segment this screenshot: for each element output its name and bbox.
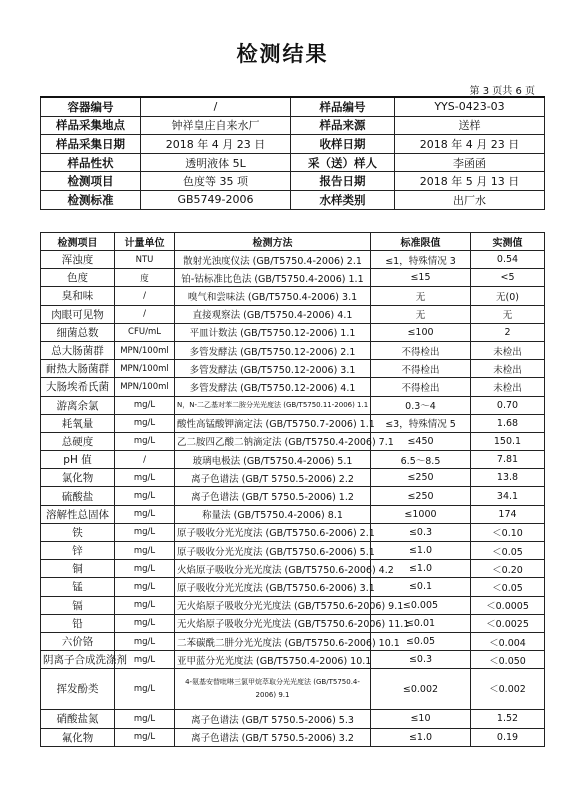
result-row: [41, 651, 545, 669]
result-value: ＜0.05: [471, 578, 545, 596]
result-unit: /: [115, 305, 175, 323]
result-value: ＜0.004: [471, 632, 545, 650]
result-row: [41, 341, 545, 359]
result-row: [41, 287, 545, 305]
info-value: 2018 年 4 月 23 日: [141, 135, 291, 154]
result-item: 游离余氯: [41, 396, 115, 414]
info-row: [41, 135, 545, 154]
info-value: 2018 年 5 月 13 日: [395, 172, 545, 191]
result-limit: 6.5～8.5: [371, 451, 471, 469]
result-item: 耗氧量: [41, 414, 115, 432]
result-limit: ≤0.01: [371, 614, 471, 632]
info-value: 李函函: [395, 153, 545, 172]
result-method: 原子吸收分光光度法 (GB/T5750.6-2006) 3.1: [175, 578, 371, 596]
result-limit: ≤10: [371, 710, 471, 728]
result-item: 挥发酚类: [41, 669, 115, 710]
result-limit: ≤0.3: [371, 651, 471, 669]
result-limit: ≤3，特殊情况 5: [371, 414, 471, 432]
result-item: 大肠埃希氏菌: [41, 378, 115, 396]
header-method: 检测方法: [175, 233, 371, 251]
info-label: 检测标准: [41, 190, 141, 209]
result-limit: ≤450: [371, 432, 471, 450]
result-value: 1.52: [471, 710, 545, 728]
result-method: 散射光浊度仪法 (GB/T5750.4-2006) 2.1: [175, 251, 371, 269]
result-item: 耐热大肠菌群: [41, 360, 115, 378]
result-row: [41, 578, 545, 596]
result-item: pH 值: [41, 451, 115, 469]
info-row: [41, 97, 545, 116]
result-row: [41, 728, 545, 746]
result-item: 铜: [41, 560, 115, 578]
info-value: 钟祥皇庄自来水厂: [141, 116, 291, 135]
info-label: 采（送）样人: [291, 153, 395, 172]
info-value: 色度等 35 项: [141, 172, 291, 191]
result-unit: mg/L: [115, 414, 175, 432]
result-unit: MPN/100ml: [115, 360, 175, 378]
result-row: [41, 669, 545, 710]
result-method: 平皿计数法 (GB/T5750.12-2006) 1.1: [175, 323, 371, 341]
result-method: 玻璃电极法 (GB/T5750.4-2006) 5.1: [175, 451, 371, 469]
result-value: ＜0.10: [471, 523, 545, 541]
info-value: /: [141, 97, 291, 116]
result-method: 离子色谱法 (GB/T 5750.5-2006) 2.2: [175, 469, 371, 487]
result-limit: ≤0.05: [371, 632, 471, 650]
result-value: 174: [471, 505, 545, 523]
result-unit: mg/L: [115, 632, 175, 650]
info-label: 样品性状: [41, 153, 141, 172]
result-method: 二苯碳酰二肼分光光度法 (GB/T5750.6-2006) 10.1: [175, 632, 371, 650]
result-method: 无火焰原子吸收分光光度法 (GB/T5750.6-2006) 9.1: [175, 596, 371, 614]
info-row: [41, 153, 545, 172]
header-value: 实测值: [471, 233, 545, 251]
result-value: 0.70: [471, 396, 545, 414]
result-method: 原子吸收分光光度法 (GB/T5750.6-2006) 5.1: [175, 542, 371, 560]
result-limit: ≤1，特殊情况 3: [371, 251, 471, 269]
result-row: [41, 251, 545, 269]
result-method: 离子色谱法 (GB/T 5750.5-2006) 5.3: [175, 710, 371, 728]
info-row: [41, 190, 545, 209]
result-row: [41, 305, 545, 323]
result-value: <5: [471, 269, 545, 287]
result-row: [41, 414, 545, 432]
result-method: 4-氨基安替吡啉三氯甲烷萃取分光光度法 (GB/T5750.4-2006) 9.1: [175, 669, 371, 710]
result-item: 总硬度: [41, 432, 115, 450]
info-label: 报告日期: [291, 172, 395, 191]
result-method: 乙二胺四乙酸二钠滴定法 (GB/T5750.4-2006) 7.1: [175, 432, 371, 450]
info-label: 检测项目: [41, 172, 141, 191]
info-value: 2018 年 4 月 23 日: [395, 135, 545, 154]
result-value: ＜0.20: [471, 560, 545, 578]
result-method: 多管发酵法 (GB/T5750.12-2006) 3.1: [175, 360, 371, 378]
result-row: [41, 710, 545, 728]
result-item: 铅: [41, 614, 115, 632]
result-limit: 不得检出: [371, 378, 471, 396]
header-limit: 标准限值: [371, 233, 471, 251]
result-item: 铁: [41, 523, 115, 541]
result-row: [41, 396, 545, 414]
result-value: 0.54: [471, 251, 545, 269]
result-method: 直接观察法 (GB/T5750.4-2006) 4.1: [175, 305, 371, 323]
result-row: [41, 269, 545, 287]
result-unit: mg/L: [115, 578, 175, 596]
result-method: 原子吸收分光光度法 (GB/T5750.6-2006) 2.1: [175, 523, 371, 541]
result-unit: mg/L: [115, 469, 175, 487]
result-method: 嗅气和尝味法 (GB/T5750.4-2006) 3.1: [175, 287, 371, 305]
result-item: 六价铬: [41, 632, 115, 650]
result-row: [41, 614, 545, 632]
result-row: [41, 523, 545, 541]
info-label: 样品采集地点: [41, 116, 141, 135]
result-item: 细菌总数: [41, 323, 115, 341]
result-unit: NTU: [115, 251, 175, 269]
result-value: ＜0.002: [471, 669, 545, 710]
info-value: 透明液体 5L: [141, 153, 291, 172]
result-row: [41, 596, 545, 614]
result-item: 锰: [41, 578, 115, 596]
result-value: 未检出: [471, 378, 545, 396]
result-unit: mg/L: [115, 710, 175, 728]
result-item: 臭和味: [41, 287, 115, 305]
result-item: 氟化物: [41, 728, 115, 746]
result-unit: mg/L: [115, 523, 175, 541]
result-value: 7.81: [471, 451, 545, 469]
result-value: 1.68: [471, 414, 545, 432]
result-limit: ≤1.0: [371, 542, 471, 560]
info-label: 容器编号: [41, 97, 141, 116]
result-item: 溶解性总固体: [41, 505, 115, 523]
result-unit: mg/L: [115, 596, 175, 614]
result-limit: ≤250: [371, 469, 471, 487]
info-label: 收样日期: [291, 135, 395, 154]
result-limit: ≤0.3: [371, 523, 471, 541]
result-value: 未检出: [471, 341, 545, 359]
result-limit: ≤15: [371, 269, 471, 287]
result-method: 称量法 (GB/T5750.4-2006) 8.1: [175, 505, 371, 523]
result-unit: 度: [115, 269, 175, 287]
result-method: 离子色谱法 (GB/T 5750.5-2006) 3.2: [175, 728, 371, 746]
result-unit: mg/L: [115, 432, 175, 450]
info-row: [41, 116, 545, 135]
result-limit: 无: [371, 287, 471, 305]
result-item: 氯化物: [41, 469, 115, 487]
result-limit: ≤0.005: [371, 596, 471, 614]
result-limit: ≤250: [371, 487, 471, 505]
header-item: 检测项目: [41, 233, 115, 251]
info-label: 水样类别: [291, 190, 395, 209]
result-row: [41, 542, 545, 560]
result-value: 0.19: [471, 728, 545, 746]
result-method: 多管发酵法 (GB/T5750.12-2006) 2.1: [175, 341, 371, 359]
result-value: ＜0.05: [471, 542, 545, 560]
page-number: 第 3 页共 6 页: [469, 86, 535, 97]
result-item: 总大肠菌群: [41, 341, 115, 359]
result-unit: mg/L: [115, 651, 175, 669]
result-row: [41, 360, 545, 378]
info-label: 样品采集日期: [41, 135, 141, 154]
results-header-row: [41, 233, 545, 251]
result-method: 无火焰原子吸收分光光度法 (GB/T5750.6-2006) 11.1: [175, 614, 371, 632]
result-value: 2: [471, 323, 545, 341]
results-table: [40, 232, 545, 747]
result-value: ＜0.0025: [471, 614, 545, 632]
result-limit: ≤100: [371, 323, 471, 341]
result-limit: 不得检出: [371, 360, 471, 378]
page-title: 检测结果: [236, 42, 329, 66]
result-row: [41, 469, 545, 487]
result-row: [41, 432, 545, 450]
info-row: [41, 172, 545, 191]
info-value: YYS-0423-03: [395, 97, 545, 116]
result-unit: mg/L: [115, 560, 175, 578]
result-row: [41, 632, 545, 650]
result-value: ＜0.050: [471, 651, 545, 669]
result-method: 火焰原子吸收分光光度法 (GB/T5750.6-2006) 4.2: [175, 560, 371, 578]
result-limit: 无: [371, 305, 471, 323]
info-label: 样品来源: [291, 116, 395, 135]
result-unit: mg/L: [115, 505, 175, 523]
result-value: 无: [471, 305, 545, 323]
result-unit: mg/L: [115, 669, 175, 710]
result-value: 未检出: [471, 360, 545, 378]
info-label: 样品编号: [291, 97, 395, 116]
info-value: 出厂水: [395, 190, 545, 209]
result-unit: /: [115, 287, 175, 305]
result-row: [41, 378, 545, 396]
result-unit: mg/L: [115, 728, 175, 746]
result-value: 无(0): [471, 287, 545, 305]
result-method: 离子色谱法 (GB/T 5750.5-2006) 1.2: [175, 487, 371, 505]
result-method: 铂-钴标准比色法 (GB/T5750.4-2006) 1.1: [175, 269, 371, 287]
result-item: 浑浊度: [41, 251, 115, 269]
result-item: 肉眼可见物: [41, 305, 115, 323]
result-unit: mg/L: [115, 487, 175, 505]
result-row: [41, 487, 545, 505]
result-method: N，N-二乙基对苯二胺分光光度法 (GB/T5750.11-2006) 1.1: [175, 396, 371, 414]
result-item: 阴离子合成洗涤剂: [41, 651, 115, 669]
result-value: 34.1: [471, 487, 545, 505]
info-value: 送样: [395, 116, 545, 135]
result-limit: 不得检出: [371, 341, 471, 359]
result-unit: /: [115, 451, 175, 469]
result-row: [41, 560, 545, 578]
sample-info-table: [40, 96, 545, 210]
result-method: 亚甲蓝分光光度法 (GB/T5750.4-2006) 10.1: [175, 651, 371, 669]
result-limit: ≤0.1: [371, 578, 471, 596]
result-limit: 0.3～4: [371, 396, 471, 414]
result-method: 酸性高锰酸钾滴定法 (GB/T5750.7-2006) 1.1: [175, 414, 371, 432]
info-value: GB5749-2006: [141, 190, 291, 209]
result-unit: MPN/100ml: [115, 378, 175, 396]
result-unit: MPN/100ml: [115, 341, 175, 359]
result-row: [41, 451, 545, 469]
result-item: 镉: [41, 596, 115, 614]
result-unit: CFU/mL: [115, 323, 175, 341]
result-row: [41, 323, 545, 341]
result-value: 13.8: [471, 469, 545, 487]
result-item: 色度: [41, 269, 115, 287]
result-item: 锌: [41, 542, 115, 560]
result-item: 硫酸盐: [41, 487, 115, 505]
result-limit: ≤1.0: [371, 560, 471, 578]
result-unit: mg/L: [115, 614, 175, 632]
result-value: ＜0.0005: [471, 596, 545, 614]
header-unit: 计量单位: [115, 233, 175, 251]
result-unit: mg/L: [115, 542, 175, 560]
result-row: [41, 505, 545, 523]
result-value: 150.1: [471, 432, 545, 450]
result-limit: ≤1.0: [371, 728, 471, 746]
result-limit: ≤1000: [371, 505, 471, 523]
result-item: 硝酸盐氮: [41, 710, 115, 728]
result-method: 多管发酵法 (GB/T5750.12-2006) 4.1: [175, 378, 371, 396]
result-limit: ≤0.002: [371, 669, 471, 710]
result-unit: mg/L: [115, 396, 175, 414]
